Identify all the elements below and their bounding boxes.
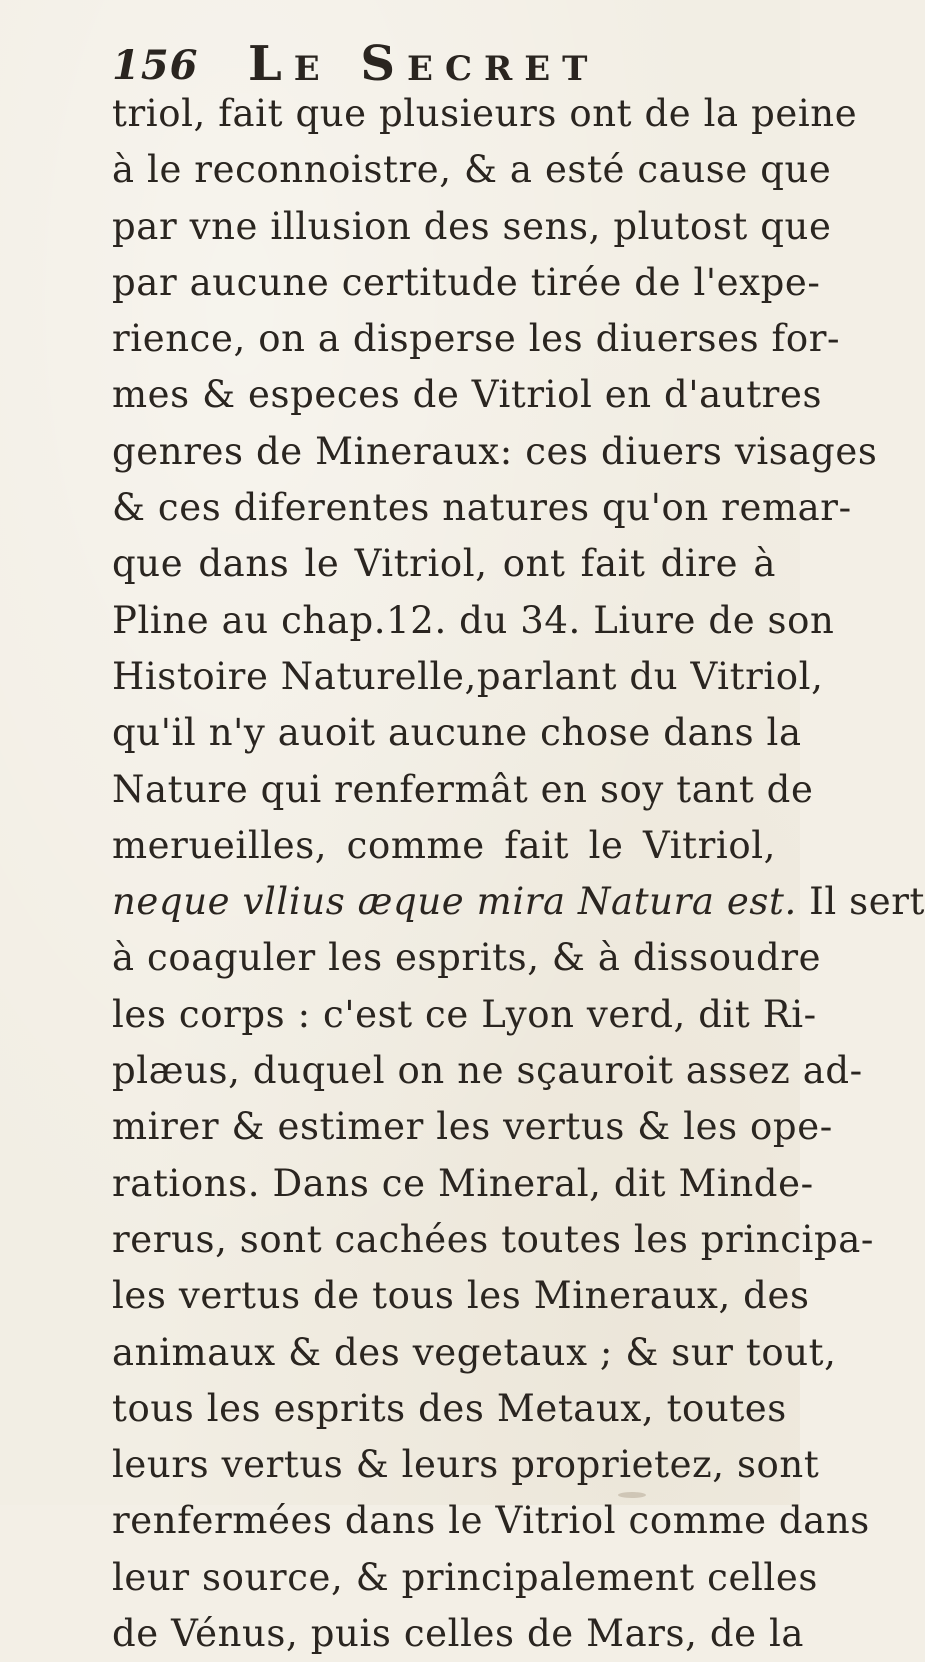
text-line: par vne illusion des sens, plutost que (112, 204, 832, 248)
page-number: 156 (112, 42, 199, 89)
text-line: tous les esprits des Metaux, toutes (112, 1386, 787, 1430)
text-line: les corps : c'est ce Lyon verd, dit Ri- (112, 992, 817, 1036)
text-line: mirer & estimer les vertus & les ope- (112, 1105, 833, 1149)
text-line: rerus, sont cachées toutes les principa- (112, 1217, 875, 1261)
latin-quote: neque vllius æque mira Natura est. (112, 880, 797, 924)
running-head: Le Secret (248, 36, 600, 92)
text-line: à le reconnoistre, & a esté cause que (112, 148, 832, 192)
text-line: les vertus de tous les Mineraux, des (112, 1274, 810, 1318)
text-line: mes & especes de Vitriol en d'autres (112, 373, 823, 417)
text-line: que dans le Vitriol, ont fait dire à (112, 542, 776, 586)
text-line: rience, on a disperse les diuerses for- (112, 317, 841, 361)
text-line: rations. Dans ce Mineral, dit Minde- (112, 1161, 814, 1205)
text-line: à coaguler les esprits, & à dissoudre (112, 936, 822, 980)
text-line: Pline au chap.12. du 34. Liure de son (112, 598, 835, 642)
text-line: merueilles, comme fait le Vitriol, (112, 823, 776, 867)
paper-stain (618, 1492, 646, 1498)
text-line: animaux & des vegetaux ; & sur tout, (112, 1330, 837, 1374)
text-line: de Vénus, puis celles de Mars, de la (112, 1612, 805, 1656)
text-line: qu'il n'y auoit aucune chose dans la (112, 711, 802, 755)
text-line: leurs vertus & leurs proprietez, sont (112, 1443, 820, 1487)
text-line: genres de Mineraux: ces diuers visages (112, 429, 878, 473)
body-text (112, 86, 925, 1662)
text-line: Histoire Naturelle,parlant du Vitriol, (112, 654, 824, 698)
text-line: Nature qui renfermât en soy tant de (112, 767, 814, 811)
latin-line-continuation: Il sert (796, 880, 925, 924)
text-line: renfermées dans le Vitriol comme dans (112, 1499, 870, 1543)
text-line: & ces diferentes natures qu'on remar- (112, 486, 852, 530)
page-header (0, 28, 800, 92)
text-line: plæus, duquel on ne sçauroit assez ad- (112, 1049, 863, 1093)
text-line: triol, fait que plusieurs ont de la peine (112, 92, 858, 135)
text-line: leur source, & principalement celles (112, 1555, 818, 1599)
text-line: par aucune certitude tirée de l'expe- (112, 260, 821, 304)
latin-quote-line (112, 874, 925, 930)
